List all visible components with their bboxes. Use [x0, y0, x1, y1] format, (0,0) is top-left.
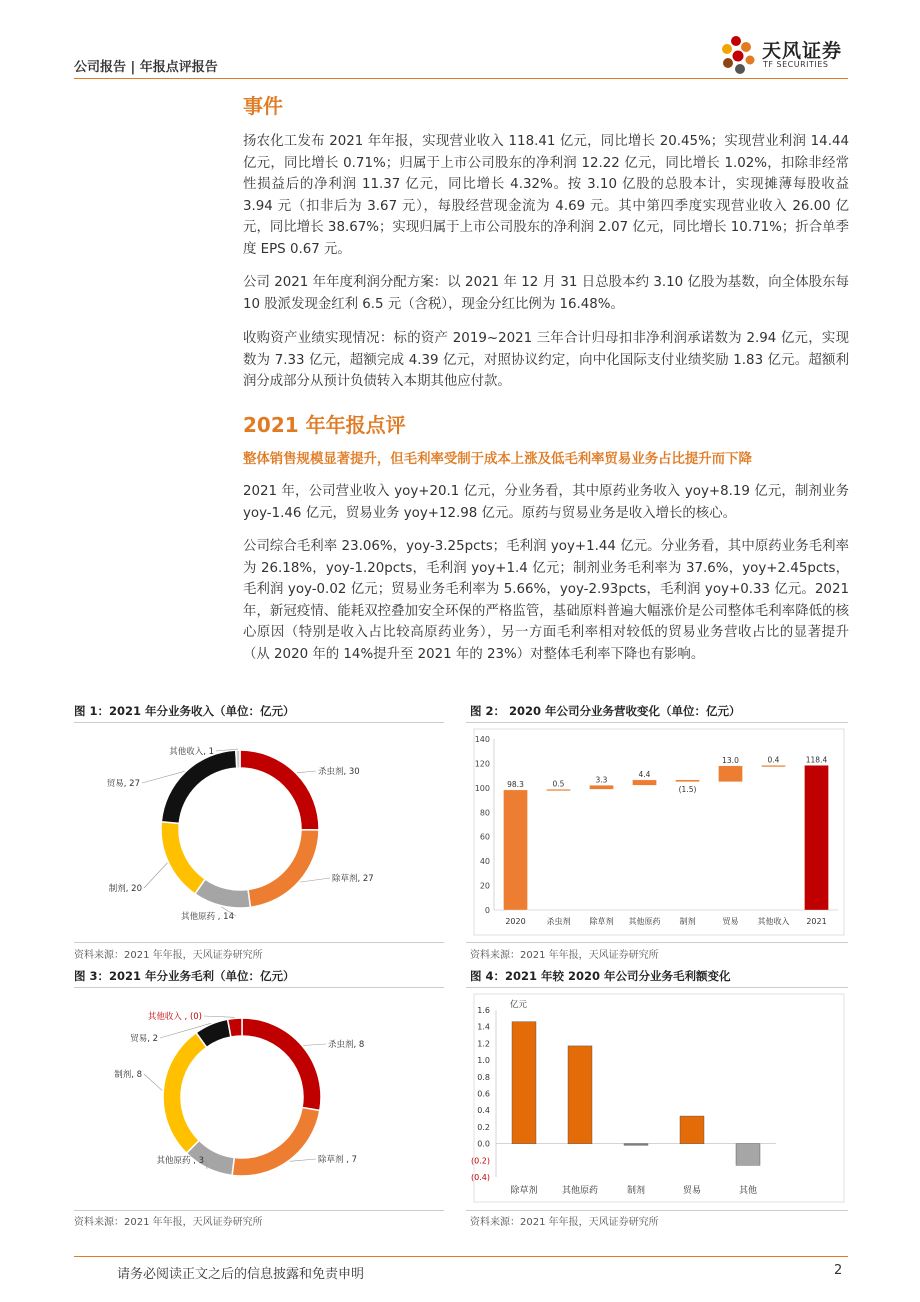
section-subhead: 整体销售规模显著提升，但毛利率受制于成本上涨及低毛利率贸易业务占比提升而下降 — [243, 452, 752, 467]
figure-4-chart — [466, 990, 848, 1208]
bar4-y-unit: 亿元 — [510, 1000, 528, 1010]
donut-label-5: 其他收入 , (0) — [147, 1012, 202, 1022]
figure-2-bottom-rule — [466, 942, 848, 943]
waterfall-bar-7 — [805, 765, 829, 910]
figure-4-source: 资料来源：2021 年年报，天风证券研究所 — [470, 1217, 659, 1228]
bar4-ytick: 1.4 — [477, 1022, 490, 1032]
report-type: 公司报告 | 年报点评报告 — [74, 60, 218, 75]
donut-slice-5 — [236, 750, 240, 768]
donut-label-0: 杀虫剂, 8 — [328, 1040, 365, 1050]
waterfall-ytick: 20 — [479, 881, 490, 891]
header-rule — [74, 78, 848, 79]
waterfall-xtick: 其他原药 — [628, 917, 661, 926]
waterfall-ytick: 80 — [479, 808, 490, 818]
donut-leader-1 — [290, 1159, 316, 1161]
figure-1-source: 资料来源：2021 年年报，天风证券研究所 — [74, 950, 263, 961]
waterfall-xtick: 杀虫剂 — [546, 917, 571, 926]
donut-label-4: 贸易, 2 — [130, 1034, 158, 1044]
waterfall-ytick: 40 — [479, 857, 490, 867]
donut-label-2: 其他原药 , 14 — [181, 912, 234, 922]
waterfall-bar-3 — [633, 780, 657, 785]
donut-label-3: 制剂, 8 — [114, 1070, 142, 1080]
bar4-bar-0 — [512, 1022, 536, 1144]
bar4-bar-4 — [736, 1144, 760, 1166]
waterfall-ytick: 0 — [484, 906, 490, 915]
donut-label-3: 制剂, 20 — [108, 884, 142, 894]
waterfall-value-label: 0.5 — [552, 779, 565, 789]
company-logo — [718, 34, 848, 78]
gross-profit-donut-chart — [74, 990, 444, 1208]
bar4-bar-3 — [680, 1116, 704, 1144]
waterfall-value-label: 118.4 — [805, 755, 828, 765]
bar4-ytick: 0.6 — [477, 1089, 490, 1099]
paragraph-review-1: 2021 年，公司营业收入 yoy+20.1 亿元，分业务看，其中原药业务收入 yoy+8.19 亿元，制剂业务 yoy-1.46 亿元，贸易业务 yoy+12.98 亿元。原药与贸易业务是收入增长的核心。 — [243, 484, 849, 521]
waterfall-xtick: 2021 — [806, 917, 827, 926]
figure-3-bottom-rule — [74, 1210, 444, 1211]
donut-leader-0 — [297, 771, 316, 773]
donut-label-0: 杀虫剂, 30 — [318, 767, 360, 777]
figure-3-source: 资料来源：2021 年年报，天风证券研究所 — [74, 1217, 263, 1228]
section-title-event: 事件 — [243, 94, 283, 118]
bar4-ytick: 0.0 — [477, 1139, 490, 1149]
bar4-ytick: 1.0 — [477, 1056, 490, 1066]
donut-leader-0 — [303, 1044, 326, 1046]
waterfall-bar-6 — [762, 765, 786, 767]
figure-1-title: 图 1：2021 年分业务收入（单位：亿元） — [74, 704, 295, 718]
figure-3-chart — [74, 990, 444, 1208]
bar4-bar-1 — [568, 1046, 592, 1144]
bar4-ytick: 0.2 — [477, 1122, 490, 1132]
waterfall-value-label: 13.0 — [722, 755, 739, 765]
donut-label-4: 贸易, 27 — [106, 779, 140, 789]
bar4-xtick: 贸易 — [682, 1186, 702, 1196]
page-header — [74, 40, 848, 80]
donut-leader-5 — [204, 1016, 235, 1017]
figure-4-rule — [466, 987, 848, 988]
donut-label-5: 其他收入, 1 — [169, 747, 214, 757]
bar4-ytick: (0.2) — [471, 1156, 490, 1166]
waterfall-bar-2 — [590, 785, 614, 789]
bar4-ytick: 0.4 — [477, 1106, 490, 1116]
figure-1-chart — [74, 725, 444, 940]
figure-2-title: 图 2： 2020 年公司分业务营收变化（单位：亿元） — [470, 704, 741, 718]
donut-slice-0 — [240, 750, 319, 830]
figure-2-chart — [466, 725, 848, 940]
waterfall-xtick: 其他收入 — [757, 917, 790, 926]
waterfall-bar-5 — [719, 766, 743, 782]
waterfall-bar-1 — [547, 789, 571, 791]
figure-1-bottom-rule — [74, 942, 444, 943]
waterfall-bar-0 — [504, 790, 528, 910]
bar4-ytick: 0.8 — [477, 1072, 490, 1082]
donut-slice-1 — [232, 1107, 320, 1176]
donut-leader-1 — [300, 878, 330, 882]
bar4-xtick: 其他 — [738, 1186, 758, 1196]
donut-slice-4 — [161, 750, 236, 823]
waterfall-xtick: 制剂 — [679, 917, 696, 926]
donut-slice-3 — [163, 1033, 207, 1154]
waterfall-xtick: 2020 — [505, 917, 526, 926]
waterfall-xtick: 贸易 — [722, 917, 739, 926]
footer-rule — [74, 1256, 848, 1257]
donut-label-1: 除草剂 , 7 — [318, 1155, 358, 1165]
donut-slice-1 — [248, 830, 319, 908]
figure-1-rule — [74, 722, 444, 723]
donut-leader-3 — [144, 1074, 162, 1091]
waterfall-ytick: 60 — [479, 832, 490, 842]
figure-4-title: 图 4：2021 年较 2020 年公司分业务毛利额变化 — [470, 969, 731, 983]
donut-leader-3 — [144, 863, 167, 888]
donut-slice-0 — [242, 1018, 321, 1111]
figure-2-rule — [466, 722, 848, 723]
waterfall-ytick: 120 — [474, 759, 490, 769]
paragraph-event-1: 扬农化工发布 2021 年年报，实现营业收入 118.41 亿元，同比增长 20.45%；实现营业利润 14.44 亿元，同比增长 0.71%；归属于上市公司股东的净利润 12.22 亿元，同比增长 1.02%，扣除非经常性损益后的净利润 11.37 亿元，同比增长 4.32%。按 3.10 亿股的总股本计，实现摊薄每股收益 3.94 元（扣非后为 3.67 元），每股经营现金流为 4.69 元。其中第四季度实现营业收入 26.00 亿元，同比增长 38.67%；实现归属于上市公司股东的净利润 2.07 亿元，同比增长 10.71%；折合单季度 EPS 0.67 元。 — [243, 134, 849, 257]
waterfall-bar-4 — [676, 780, 700, 782]
bar4-ytick: 1.6 — [477, 1006, 490, 1015]
waterfall-frame — [474, 729, 844, 935]
waterfall-value-label: 98.3 — [507, 779, 524, 789]
section-title-review: 2021 年年报点评 — [243, 413, 406, 437]
bar4-xtick: 除草剂 — [510, 1186, 538, 1196]
logo-flower-icon — [718, 34, 760, 78]
paragraph-event-3: 收购资产业绩实现情况：标的资产 2019~2021 三年合计归母扣非净利润承诺数为 2.94 亿元，实现数为 7.33 亿元，超额完成 4.39 亿元，对照协议约定，向中化国际支付业绩奖励 1.83 亿元。超额利润分成部分从预计负债转入本期其他应付款。 — [243, 331, 849, 390]
paragraph-review-2: 公司综合毛利率 23.06%，yoy-3.25pcts；毛利润 yoy+1.44 亿元。分业务看，其中原药业务毛利率为 26.18%，yoy-1.20pcts，毛利润 yoy+1.4 亿元；制剂业务毛利率为 37.6%，yoy+2.45pcts，毛利润 yoy-0.02 亿元；贸易业务毛利率为 5.66%，yoy-2.93pcts，毛利润 yoy+0.33 亿元。2021 年，新冠疫情、能耗双控叠加安全环保的严格监管，基础原料普遍大幅涨价是公司整体毛利率降低的核心原因（特别是收入占比较高原药业务），另一方面毛利率相对较低的贸易业务营收占比的显著提升（从 2020 年的 14%提升至 2021 年的 23%）对整体毛利率下降也有影响。 — [243, 539, 849, 662]
bar4-ytick: (0.4) — [471, 1173, 490, 1182]
logo-name: 天风证券 — [762, 40, 843, 62]
donut-slice-5 — [228, 1018, 242, 1037]
waterfall-ytick: 100 — [474, 783, 490, 793]
waterfall-value-label: 3.3 — [595, 775, 608, 785]
revenue-donut-chart — [74, 725, 444, 940]
page-number: 2 — [834, 1263, 843, 1278]
footer-disclaimer: 请务必阅读正文之后的信息披露和免责申明 — [117, 1267, 365, 1282]
bar4-xtick: 其他原药 — [561, 1186, 599, 1196]
waterfall-xtick: 除草剂 — [589, 917, 614, 926]
donut-label-2: 其他原药 , 3 — [156, 1156, 204, 1166]
bar4-xtick: 制剂 — [626, 1186, 646, 1196]
waterfall-value-label: 4.4 — [638, 769, 651, 779]
figure-3-title: 图 3：2021 年分业务毛利（单位：亿元） — [74, 969, 295, 983]
waterfall-value-label: 0.4 — [767, 755, 780, 765]
logo-subtitle: TF SECURITIES — [763, 60, 829, 69]
revenue-waterfall-chart — [466, 725, 848, 940]
waterfall-ytick: 140 — [474, 735, 490, 744]
waterfall-value-label: (1.5) — [678, 784, 697, 794]
donut-slice-3 — [161, 822, 205, 894]
figure-4-bottom-rule — [466, 1210, 848, 1211]
figure-3-rule — [74, 987, 444, 988]
donut-label-1: 除草剂, 27 — [332, 874, 374, 884]
gross-profit-change-bar-chart — [466, 990, 848, 1208]
figure-2-source: 资料来源：2021 年年报，天风证券研究所 — [470, 950, 659, 961]
paragraph-event-2: 公司 2021 年年度利润分配方案：以 2021 年 12 月 31 日总股本约 3.10 亿股为基数，向全体股东每 10 股派发现金红利 6.5 元（含税），现金分红比例为 16.48%。 — [243, 275, 849, 312]
donut-slice-2 — [195, 879, 250, 908]
bar4-bar-2 — [624, 1144, 648, 1146]
bar4-ytick: 1.2 — [477, 1039, 490, 1049]
